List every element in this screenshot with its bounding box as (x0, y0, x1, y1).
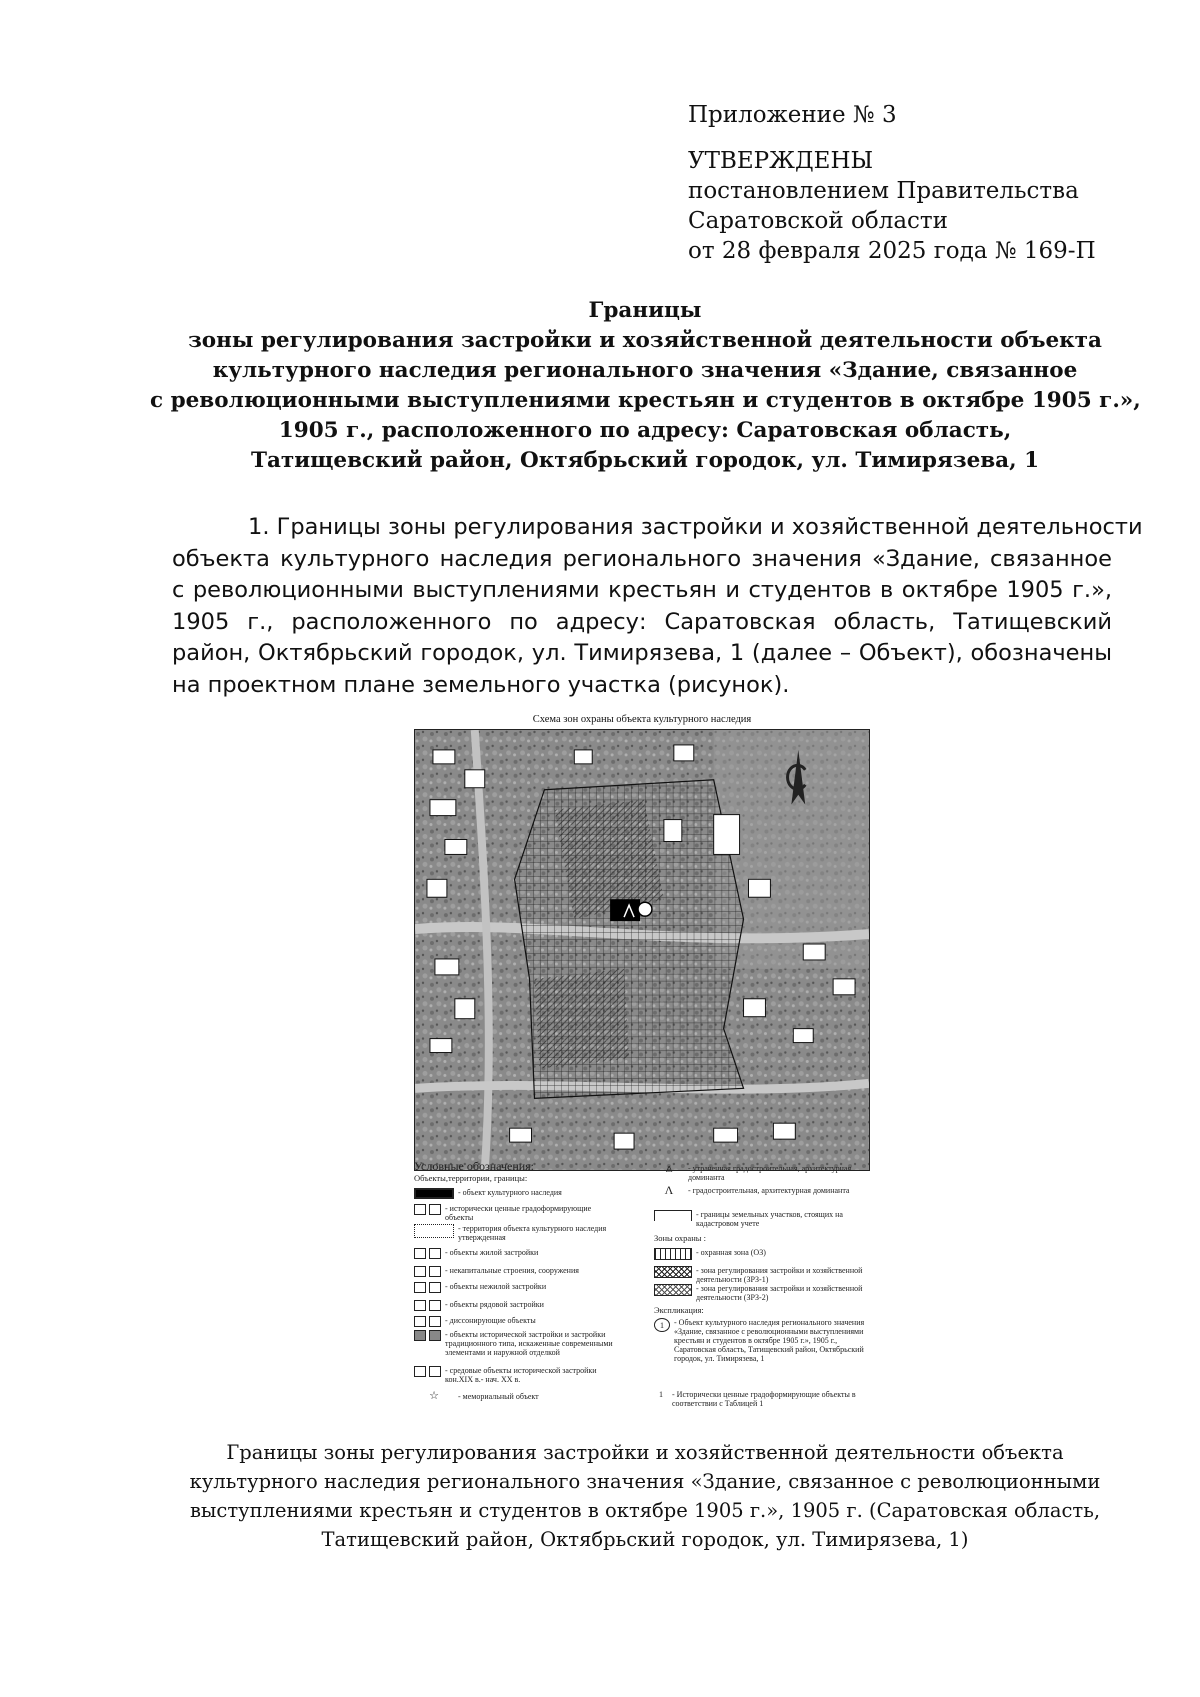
double-square-icon (414, 1330, 441, 1342)
caption-line-4: Татищевский район, Октябрьский городок, ул. Тимирязева, 1) (321, 1528, 969, 1551)
legend-item-historic-environment: - средовые объекты исторической застройки кон.XIX в.- нач. XX в. (414, 1366, 620, 1384)
legend-item-lost-dominant: ⩓ - утраченная градостроительная, архитектурная доминанта (654, 1164, 866, 1182)
caption-line-1: Границы зоны регулирования застройки и хозяйственной деятельности объекта (226, 1441, 1064, 1464)
legend-header: Условные обозначения: (414, 1159, 535, 1173)
legend-item-historic-distorted: - объекты исторической застройки и застройки традиционного типа, искаженные современными элементами и наружной отделкой (414, 1330, 620, 1357)
dotted-rect-icon (414, 1224, 454, 1236)
title-line-6: Татищевский район, Октябрьский городок, ул. Тимирязева, 1 (250, 448, 1040, 473)
paragraph-line-5: район, Октябрьский городок, ул. Тимирязева, 1 (далее – Объект), обозначены (172, 640, 1112, 666)
figure-caption (150, 1438, 1140, 1554)
legend-zone-zrz2: - зона регулирования застройки и хозяйственной деятельности (ЗРЗ-2) (654, 1284, 874, 1302)
double-square-icon (414, 1316, 441, 1328)
star-icon: ☆ (429, 1390, 439, 1402)
dashed-triangle-icon: ⩓ (665, 1161, 673, 1175)
legend-item-memorial: ☆ - мемориальный объект (414, 1392, 633, 1404)
grid-pattern-icon (654, 1248, 692, 1260)
figure-title: Схема зон охраны объекта культурного наследия (532, 714, 752, 725)
legend-item-dominant: Λ - градостроительная, архитектурная доминанта (654, 1186, 866, 1198)
caption-line-3: выступлениями крестьян и студентов в октябре 1905 г.», 1905 г. (Саратовская область, (189, 1499, 1101, 1522)
approval-line-1: постановлением Правительства (688, 178, 1079, 204)
double-square-icon (414, 1248, 441, 1260)
document-title (150, 296, 1140, 476)
legend-item-temporary: - некапитальные строения, сооружения (414, 1266, 620, 1278)
legend-item-dissonant: - диссонирующие объекты (414, 1316, 620, 1328)
title-line-2: зоны регулирования застройки и хозяйственной деятельности объекта (188, 328, 1102, 353)
circled-number-icon: 1 (654, 1318, 670, 1332)
paragraph-line-4: 1905 г., расположенного по адресу: Саратовская область, Татищевский (172, 608, 1112, 635)
approval-line-2: Саратовской области (688, 208, 948, 234)
legend-item-territory: - территория объекта культурного наследия утвержденная (414, 1224, 633, 1242)
legend-subheader: Объекты,территории, границы: (414, 1173, 528, 1183)
paragraph-line-3: с революционными выступлениями крестьян и студентов в октябре 1905 г.», (172, 577, 1112, 603)
title-line-5: 1905 г., расположенного по адресу: Саратовская область, (278, 418, 1012, 443)
legend-zone-oz: - охранная зона (ОЗ) (654, 1248, 874, 1260)
map-legend (414, 1160, 884, 1410)
approval-header (688, 100, 1168, 266)
legend-item-residential: - объекты жилой застройки (414, 1248, 620, 1260)
cross-hatch-icon (654, 1284, 692, 1296)
caption-line-2: культурного наследия регионального значения «Здание, связанное с революционными (189, 1470, 1101, 1493)
triangle-icon: Λ (664, 1183, 674, 1197)
black-square-icon (414, 1188, 454, 1200)
explication-item-2: 1 - Исторически ценные градоформирующие объекты в соответствии с Таблицей 1 (659, 1390, 856, 1408)
explication-item-1: 1 - Объект культурного наследия регионального значения «Здание, связанное с революционными выступлениями крестьян и студентов в октябре 1905 г.», 1905 г., Саратовская область, Татищевский район, Октябрьский городок, ул. Тимирязева, 1 (654, 1318, 874, 1363)
double-square-icon (414, 1300, 441, 1312)
cross-hatch-icon (654, 1266, 692, 1278)
explication-header: Экспликация: (654, 1305, 704, 1315)
aerial-map-image (414, 729, 870, 1171)
double-square-icon (414, 1366, 441, 1378)
double-square-icon (414, 1266, 441, 1278)
legend-item-ordinary: - объекты рядовой застройки (414, 1300, 620, 1312)
legend-item-heritage-object: - объект культурного наследия (414, 1188, 633, 1200)
legend-item-cadastral-boundary: - границы земельных участков, стоящих на кадастровом учете (654, 1210, 874, 1228)
bracket-line-icon (654, 1210, 692, 1222)
paragraph-line-6: на проектном плане земельного участка (рисунок). (172, 671, 790, 698)
title-line-4: с революционными выступлениями крестьян и студентов в октябре 1905 г.», (150, 388, 1141, 413)
legend-item-valuable-objects: - исторически ценные градоформирующие объекты (414, 1204, 620, 1222)
paragraph-line-2: объекта культурного наследия регионального значения «Здание, связанное (172, 545, 1112, 572)
double-square-icon (414, 1204, 441, 1216)
legend-zone-zrz1: - зона регулирования застройки и хозяйственной деятельности (ЗРЗ-1) (654, 1266, 874, 1284)
title-line-1: Границы (588, 298, 702, 323)
zones-header: Зоны охраны : (654, 1233, 706, 1243)
legend-item-nonresidential: - объекты нежилой застройки (414, 1282, 620, 1294)
annex-number: Приложение № 3 (688, 102, 897, 128)
body-paragraph (172, 512, 1143, 701)
approved-label: УТВЕРЖДЕНЫ (688, 148, 874, 174)
paragraph-line-1: 1. Границы зоны регулирования застройки и хозяйственной деятельности (248, 514, 1143, 540)
double-square-icon (414, 1282, 441, 1294)
title-line-3: культурного наследия регионального значения «Здание, связанное (212, 358, 1078, 383)
approval-line-3: от 28 февраля 2025 года № 169-П (688, 238, 1096, 264)
